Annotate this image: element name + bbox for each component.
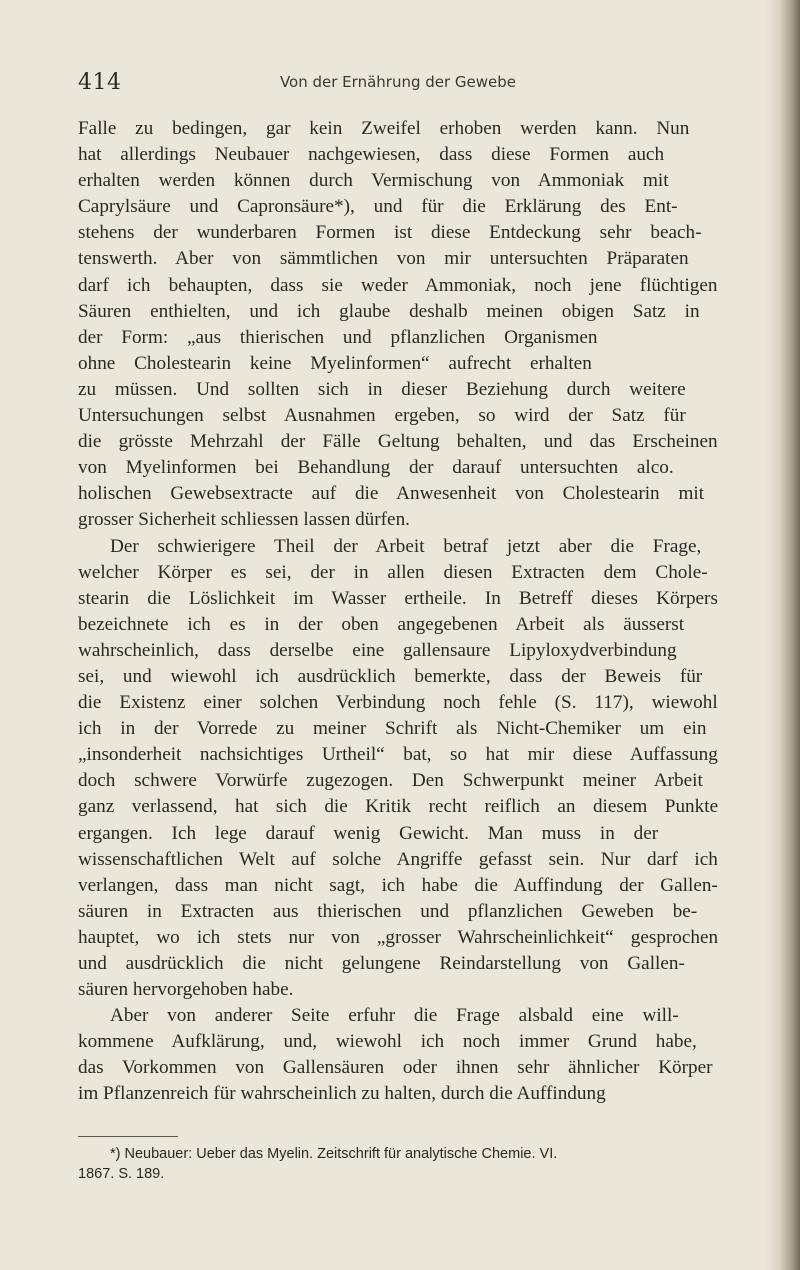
text-line: ergangen. Ich lege darauf wenig Gewicht. Man muss in der <box>78 822 659 844</box>
text-line: grosser Sicherheit schliessen lassen dürfen. <box>78 509 410 531</box>
text-line: welcher Körper es sei, der in allen diesen Extracten dem Chole- <box>78 561 708 583</box>
text-line: Aber von anderer Seite erfuhr die Frage alsbald eine will- <box>110 1005 679 1027</box>
text-line: zu müssen. Und sollten sich in dieser Beziehung durch weitere <box>78 378 686 400</box>
text-line: stearin die Löslichkeit im Wasser ertheile. In Betreff dieses Körpers <box>78 587 718 609</box>
text-line: ganz verlassend, hat sich die Kritik recht reiflich an diesem Punkte <box>78 796 719 818</box>
text-line: säuren hervorgehoben habe. <box>78 979 294 1001</box>
text-line: wissenschaftlichen Welt auf solche Angriffe gefasst sein. Nur darf ich <box>78 848 718 870</box>
page-header <box>78 70 718 100</box>
text-line: sei, und wiewohl ich ausdrücklich bemerkte, dass der Beweis für <box>78 665 703 687</box>
body-text <box>78 116 718 1108</box>
text-line: stehens der wunderbaren Formen ist diese Entdeckung sehr beach- <box>78 222 702 244</box>
text-line: Caprylsäure und Capronsäure*), und für die Erklärung des Ent- <box>78 196 678 218</box>
text-line: ich in der Vorrede zu meiner Schrift als Nicht-Chemiker um ein <box>78 718 707 740</box>
footnote-line: *) Neubauer: Ueber das Myelin. Zeitschrift für analytische Chemie. VI. <box>110 1146 558 1162</box>
text-line: Untersuchungen selbst Ausnahmen ergeben, so wird der Satz für <box>78 405 686 427</box>
text-line: hat allerdings Neubauer nachgewiesen, dass diese Formen auch <box>78 144 665 166</box>
text-line: Falle zu bedingen, gar kein Zweifel erhoben werden kann. Nun <box>78 118 690 139</box>
text-line: „insonderheit nachsichtiges Urtheil“ bat, so hat mir diese Auffassung <box>78 744 718 766</box>
footnote-divider <box>78 1136 178 1137</box>
running-title: Von der Ernährung der Gewebe <box>279 73 517 91</box>
text-line: holischen Gewebsextracte auf die Anwesenheit von Cholestearin mit <box>78 483 705 505</box>
text-line: die grösste Mehrzahl der Fälle Geltung behalten, und das Erscheinen <box>78 431 718 453</box>
text-line: das Vorkommen von Gallensäuren oder ihnen sehr ähnlicher Körper <box>78 1057 713 1079</box>
text-line: Säuren enthielten, und ich glaube deshalb meinen obigen Satz in <box>78 300 700 322</box>
text-line: und ausdrücklich die nicht gelungene Reindarstellung von Gallen- <box>78 953 685 974</box>
page-edge-shadow <box>766 0 800 1270</box>
text-line: doch schwere Vorwürfe zugezogen. Den Schwerpunkt meiner Arbeit <box>78 770 703 792</box>
text-line: kommene Aufklärung, und, wiewohl ich noch immer Grund habe, <box>78 1031 697 1053</box>
text-line: Der schwierigere Theil der Arbeit betraf jetzt aber die Frage, <box>110 535 702 557</box>
footnote-line: 1867. S. 189. <box>78 1166 165 1182</box>
text-line: im Pflanzenreich für wahrscheinlich zu halten, durch die Auffindung <box>78 1083 606 1105</box>
text-line: erhalten werden können durch Vermischung von Ammoniak mit <box>78 170 669 192</box>
text-line: säuren in Extracten aus thierischen und pflanzlichen Geweben be- <box>78 900 698 922</box>
text-line: verlangen, dass man nicht sagt, ich habe die Auffindung der Gallen- <box>78 874 718 896</box>
text-line: ohne Cholestearin keine Myelinformen“ aufrecht erhalten <box>78 352 592 374</box>
page-number: 414 <box>78 70 122 95</box>
text-line: die Existenz einer solchen Verbindung noch fehle (S. 117), wiewohl <box>78 692 718 714</box>
text-line: wahrscheinlich, dass derselbe eine gallensaure Lipyloxydverbindung <box>78 639 677 661</box>
text-line: bezeichnete ich es in der oben angegebenen Arbeit als äusserst <box>78 613 685 635</box>
text-line: hauptet, wo ich stets nur von „grosser Wahrscheinlichkeit“ gesprochen <box>78 926 719 948</box>
footnote <box>78 1144 728 1184</box>
text-line: von Myelinformen bei Behandlung der darauf untersuchten alco. <box>78 457 674 479</box>
text-line: tenswerth. Aber von sämmtlichen von mir untersuchten Präparaten <box>78 248 689 270</box>
text-line: der Form: „aus thierischen und pflanzlichen Organismen <box>78 326 598 348</box>
text-line: darf ich behaupten, dass sie weder Ammoniak, noch jene flüchtigen <box>78 274 718 296</box>
